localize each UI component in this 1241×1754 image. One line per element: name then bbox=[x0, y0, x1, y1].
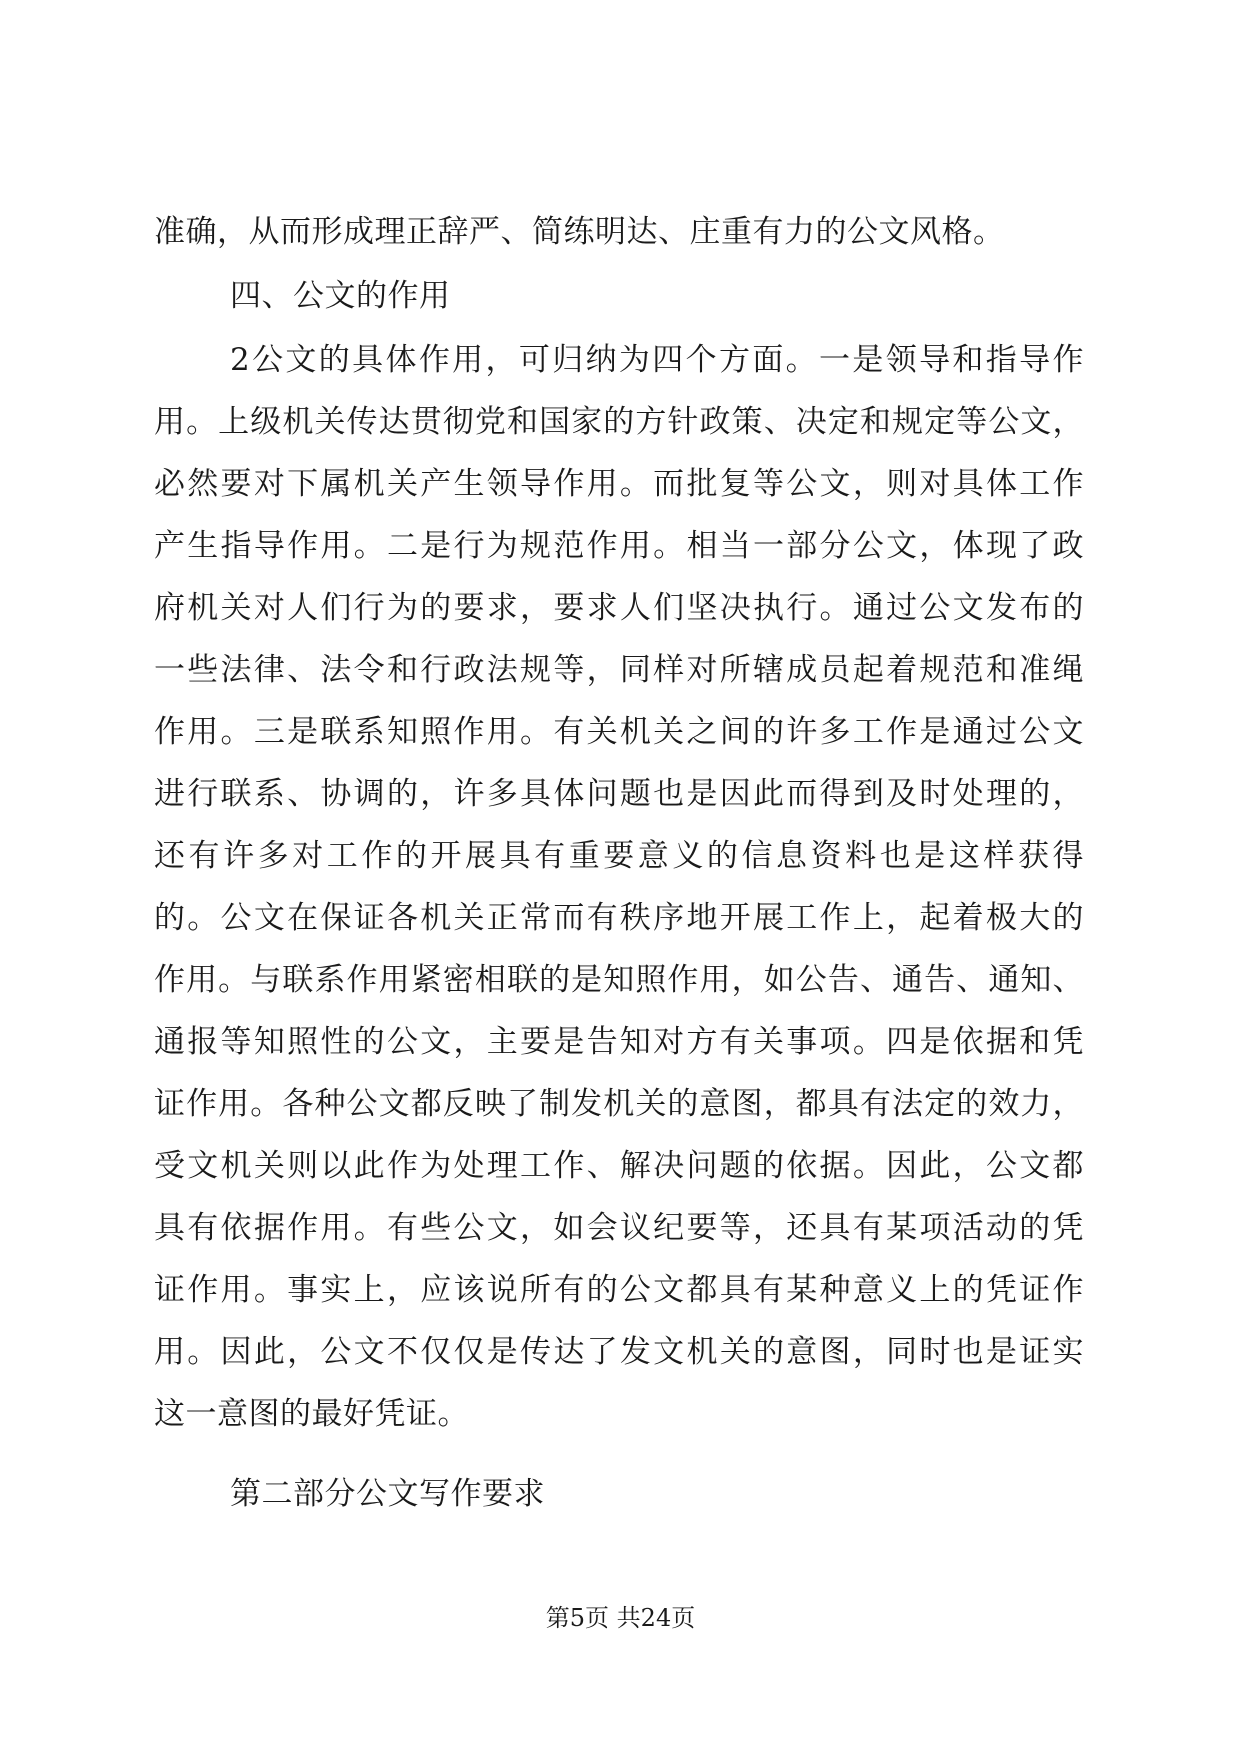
text-line-20: 这一意图的最好凭证。 bbox=[154, 1396, 469, 1432]
text-line-8: 一些法律、法令和行政法规等，同样对所辖成员起着规范和准绳 bbox=[154, 652, 1084, 688]
part-heading: 第二部分公文写作要求 bbox=[230, 1476, 545, 1512]
section-heading: 四、公文的作用 bbox=[230, 278, 451, 314]
text-line-18: 证作用。事实上，应该说所有的公文都具有某种意义上的凭证作 bbox=[154, 1272, 1084, 1308]
text-line-5: 必然要对下属机关产生领导作用。而批复等公文，则对具体工作 bbox=[154, 466, 1084, 502]
text-line-15: 证作用。各种公文都反映了制发机关的意图，都具有法定的效力， bbox=[154, 1086, 1084, 1122]
text-line-11: 还有许多对工作的开展具有重要意义的信息资料也是这样获得 bbox=[154, 838, 1084, 874]
text-line-4: 用。上级机关传达贯彻党和国家的方针政策、决定和规定等公文， bbox=[154, 404, 1084, 440]
text-line-7: 府机关对人们行为的要求，要求人们坚决执行。通过公文发布的 bbox=[154, 590, 1084, 626]
text-line-12: 的。公文在保证各机关正常而有秩序地开展工作上，起着极大的 bbox=[154, 900, 1084, 936]
text-line-14: 通报等知照性的公文，主要是告知对方有关事项。四是依据和凭 bbox=[154, 1024, 1084, 1060]
text-line-6: 产生指导作用。二是行为规范作用。相当一部分公文，体现了政 bbox=[154, 528, 1084, 564]
text-line-16: 受文机关则以此作为处理工作、解决问题的依据。因此，公文都 bbox=[154, 1148, 1084, 1184]
text-line-19: 用。因此，公文不仅仅是传达了发文机关的意图，同时也是证实 bbox=[154, 1334, 1084, 1370]
text-line-9: 作用。三是联系知照作用。有关机关之间的许多工作是通过公文 bbox=[154, 714, 1084, 750]
text-line-3: 2公文的具体作用，可归纳为四个方面。一是领导和指导作 bbox=[230, 342, 1084, 378]
text-line-17: 具有依据作用。有些公文，如会议纪要等，还具有某项活动的凭 bbox=[154, 1210, 1084, 1246]
text-line-1: 准确，从而形成理正辞严、简练明达、庄重有力的公文风格。 bbox=[154, 214, 1005, 250]
page-footer: 第5页 共24页 bbox=[545, 1604, 696, 1632]
text-line-13: 作用。与联系作用紧密相联的是知照作用，如公告、通告、通知、 bbox=[154, 962, 1084, 998]
text-line-10: 进行联系、协调的，许多具体问题也是因此而得到及时处理的， bbox=[154, 776, 1084, 812]
